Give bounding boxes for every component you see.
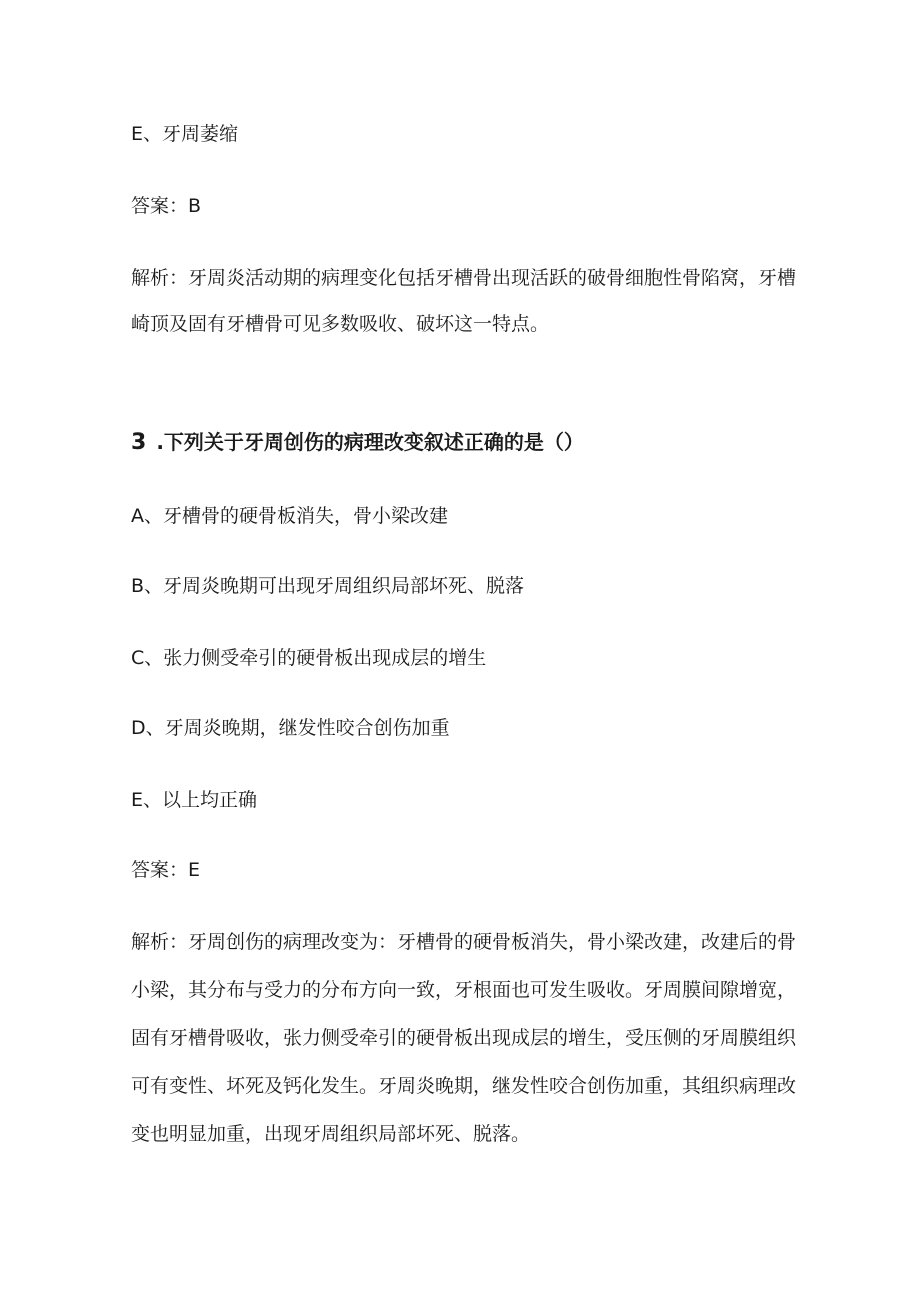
q3-option-e: E、以上均正确 (131, 789, 258, 811)
q3-analysis-line-1: 解析：牙周创伤的病理改变为：牙槽骨的硬骨板消失，骨小梁改建，改建后的骨 (131, 931, 797, 953)
q3-option-c: C、张力侧受牵引的硬骨板出现成层的增生 (131, 647, 487, 669)
q3-analysis-line-4: 可有变性、坏死及钙化发生。牙周炎晚期，继发性咬合创伤加重，其组织病理改 (131, 1075, 797, 1097)
q3-number: 3 (131, 430, 147, 455)
q2-analysis-line-1: 解析：牙周炎活动期的病理变化包括牙槽骨出现活跃的破骨细胞性骨陷窝，牙槽 (131, 267, 797, 289)
q3-analysis-line-2: 小梁，其分布与受力的分布方向一致，牙根面也可发生吸收。牙周膜间隙增宽， (131, 979, 797, 1001)
q3-answer: 答案：E (131, 859, 201, 881)
q3-analysis-line-3: 固有牙槽骨吸收，张力侧受牵引的硬骨板出现成层的增生，受压侧的牙周膜组织 (131, 1027, 797, 1049)
q2-option-e: E、牙周萎缩 (131, 123, 239, 145)
q3-option-d: D、牙周炎晚期，继发性咬合创伤加重 (131, 717, 450, 739)
q3-analysis-line-5: 变也明显加重，出现牙周组织局部坏死、脱落。 (131, 1123, 531, 1145)
q2-analysis-line-2: 崎顶及固有牙槽骨可见多数吸收、破坏这一特点。 (131, 313, 550, 335)
q3-heading (131, 430, 791, 455)
q3-title: .下列关于牙周创伤的病理改变叙述正确的是（） (156, 430, 584, 454)
q2-answer: 答案：B (131, 195, 202, 217)
q3-option-b: B、牙周炎晚期可出现牙周组织局部坏死、脱落 (131, 575, 525, 597)
q3-option-a: A、牙槽骨的硬骨板消失，骨小梁改建 (131, 505, 448, 527)
